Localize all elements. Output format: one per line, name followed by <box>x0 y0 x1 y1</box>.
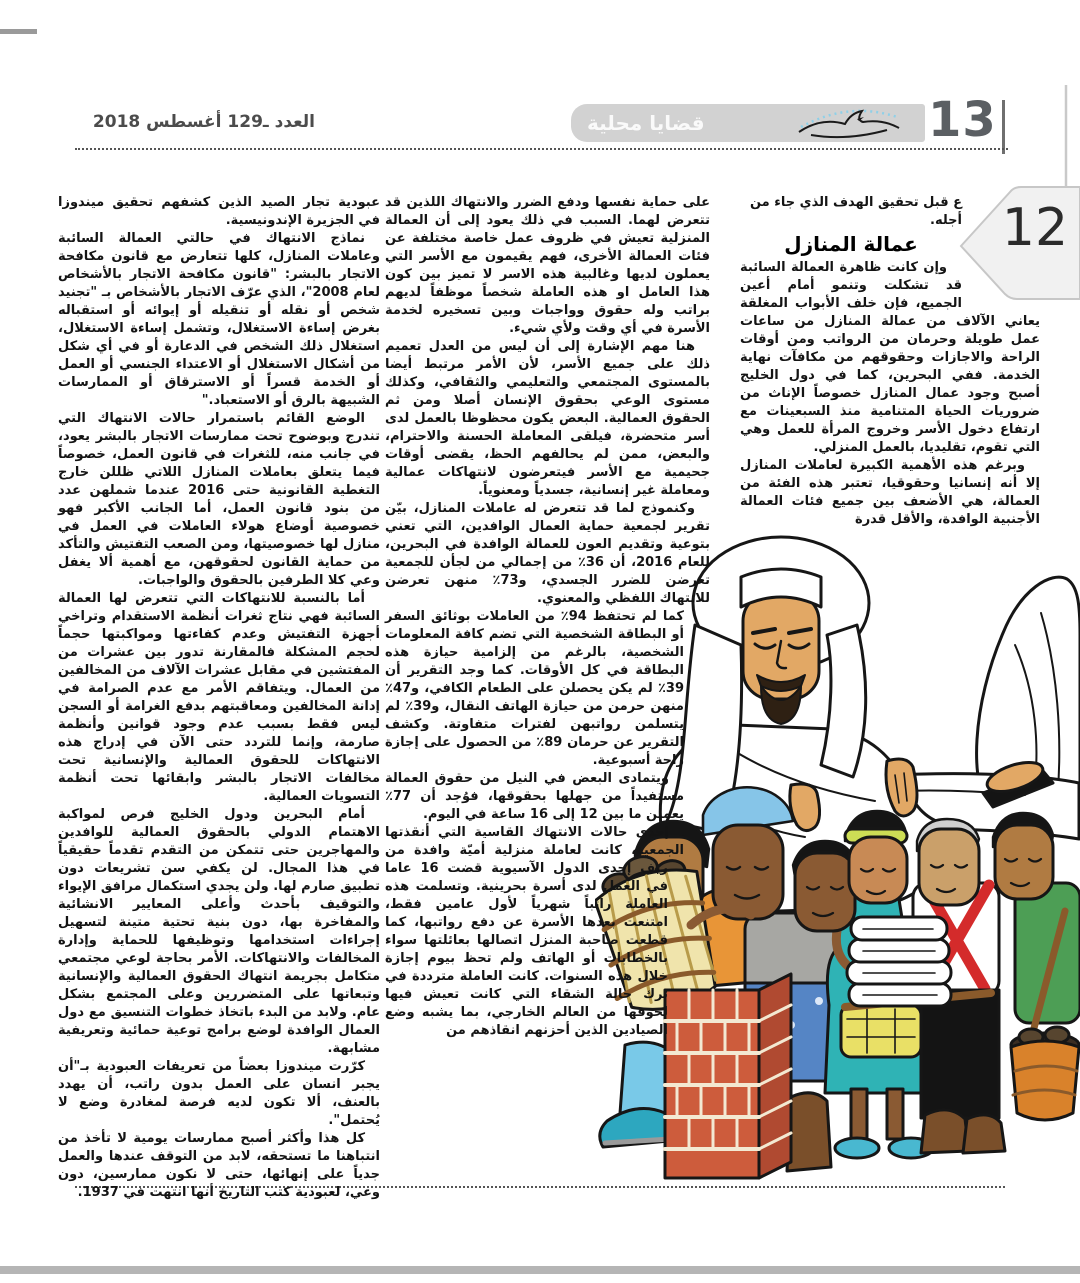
continued-line: ع قبل تحقيق الهدف الذي جاء من أجله. <box>749 195 962 228</box>
paragraph: ويتمادى البعض في النيل من حقوق العمالة مستفيداً من جهلها بحقوقها، فوُجد أن 77٪ يعملن ما بين 12 إلى 16 ساعة في اليوم. <box>385 771 684 822</box>
section-band <box>571 104 925 142</box>
paragraph: هنا مهم الإشارة إلى أن ليس من العدل تعميم ذلك على جميع الأسر، لأن الأمر مرتبط أيضا بالمستوى المجتمعي والتعليمي والثقافي، وكذلك مستوى الوعي بحقوق الإنسان أصلا ومن ثم الحقوق العمالية. البعض يكون محظوظا بالعمل لدى أسر متحضرة، فيلقى المعاملة الحسنة والاحترام، والبعض، ممن لم يحالفهم الحظ، يقضى أوقات جحيمية مع الأسر فيتعرضون لانتهاكات عمالية ومعاملة غير إنسانية، جسدياً ومعنوياً. <box>385 339 710 498</box>
paragraph: كما لم تحتفظ 94٪ من العاملات بوثائق السفر أو البطاقة الشخصية التي تضم كافة المعلومات الشخصية، بالرغم من إلزامية حيازة هذه البطاقة في كل الأوقات. كما وجد التقرير أن 39٪ لم يكن يحصلن على الطعام الكافي، و47٪ منهن حرمن من حيازة الهاتف النقال، و39٪ لم يتسلمن رواتبهن لفترات متفاوتة. وكشف التقرير عن حرمان 89٪ من الحصول على إجازة راحة أسبوعية. <box>385 609 684 768</box>
page-bottom-band <box>0 1266 1080 1274</box>
paragraph: وإن كانت ظاهرة العمالة السائبة قد تشكلت وتنمو أمام أعين الجميع، فإن خلف الأبواب المغلقة يعاني الآلاف من عمالة المنازل من ساعات عمل طويلة وحرمان من الرواتب ومن أوقات الراحة والاجازات وحقوقهم من مكافآت نهاية الخدمة. ففي البحرين، كما في دول الخليج أصبح وجود عمال المنازل خصوصاً الإناث من ضروريات الحياة المتنامية منذ السبعينات مع ارتفاع دخول الأسر وخروج المرأة للعمل وهي التي تقوم، تقليديا، بالعمل المنزلي. <box>740 260 1040 455</box>
paragraph: وبرغم هذه الأهمية الكبيرة لعاملات المنازل إلا أنه إنسانيا وحقوقيا، تعتبر هذه الفئة من العمالة، هي الأضعف بين جميع فئات العمالة الأجنبية الوافدة، والأقل قدرة <box>740 458 1040 527</box>
paragraph: أما بالنسبة للانتهاكات التي تتعرض لها العمالة السائبة فهي نتاج ثغرات أنظمة الاستقدام وتراخي أجهزة التفتيش وعدم كفاءتها ومواكبتها حجماً لحجم المشكلة فالمقارنة تدور بين عشرات من المفتشين في مقابل عشرات الآلاف من المخالفين من العمال. ويتفاقم الأمر مع عدم الصرامة في إدانة المخالفين ومعاقبتهم بدفع الغرامة أو السجن ليس فقط بسبب عدم وجود قوانين وأنظمة صارمة، وإنما للتردد حتى الآن في إدراج هذه الانتهاكات للحقوق العمالية والإنسانية تحت مخالفات الاتجار بالبشر وابقائها تحت أنظمة التسويات العمالية. <box>58 591 380 804</box>
bird-logo-icon <box>791 105 911 141</box>
section-heading: عمالة المنازل <box>784 232 918 256</box>
illustration-wrap-spacer <box>668 868 710 1038</box>
page-number: 13 <box>928 92 997 148</box>
paragraph: الوضع القائم باستمرار حالات الانتهاك التي تندرج وبوضوح تحت ممارسات الاتجار بالبشر يعود، في جانب منه، للثغرات في قانون العمل، خصوصاً فيما يتعلق بعاملات المنازل اللاتي ظللن خارج التغطية القانونية حتى 2016 عندما شملهن عدد من بنود قانون العمل، أما الجانب الأكبر فهو خصوصية أوضاع هولاء العاملات في العمل في منازل لها خصوصيتها، ومن الصعب التفتيش والتأكد من حماية القانون لحقوقهن، مع أهمية ألا يغفل وعي كلا الطرفين بالحقوق والواجبات. <box>58 411 380 588</box>
paragraph: إحدى حالات الانتهاك القاسية التي أنقذتها الجمعية، كانت لعاملة منزلية أميّة وافدة من ريف إحدى الدول الآسيوية قضت 16 عاما في العمل لدى أسرة بحرينية. وتسلمت هذه العاملة راتباً شهرياً لأول عامين فقط، امتنعت بعدها الأسرة عن دفع رواتبها، كما قطعت صاحبة المنزل اتصالها بعائلتها سواء بالخطابات أو الهاتف ولم تحظ بيوم إجازة خلال هذه السنوات. كانت العاملة مترددة في ترك حالة الشقاء التي كانت تعيش فيها لخوفها من العالم الخارجي، بما يشبه وضع الصيادين الذين أحزنهم انقاذهم من <box>385 825 684 1038</box>
header-divider <box>75 148 1008 150</box>
paragraph: كرّرت ميندوزا بعضاً من تعريفات العبودية بـ"أن يجبر انسان على العمل بدون راتب، أن يهدد بالعنف، ألا تكون لديه فرصة لمغادرة وضع لا يُحتمل". <box>58 1059 380 1128</box>
issue-date: العدد ـ129 أغسطس 2018 <box>92 112 315 132</box>
column-left <box>58 194 380 1202</box>
paragraph: أمام البحرين ودول الخليج فرص لمواكبة الاهتمام الدولي بالحقوق العمالية للوافدين والمهاجرين حتى تتمكن من التقدم تقدماً حقيقياً في هذا المجال. لن يكفي سن تشريعات دون تطبيق صارم لها. ولن يجدي استكمال مرافق الإيواء والتوقيف بأحدث وأعلى المعايير الانشائية والمفاخرة بها، دون بنية تحتية متينة لتسهيل إجراءات استخدامها وتوظيفها للحماية وإدارة المخالفات والانتهاكات. الأمر بحاجة لوعي مجتمعي متكامل بجريمة انتهاك الحقوق العمالية والإنسانية وتبعاتها على المتضررين وعلى المجتمع بشكل عام. ولابد من البدء باتخاذ خطوات التنسيق مع دول العمال الوافدة لوضع برامج توعية حمائية وتعريفية مشابهة. <box>58 807 380 1056</box>
illustration-wrap-spacer <box>684 608 710 868</box>
paragraph: على حماية نفسها ودفع الضرر والانتهاك اللذين قد تتعرض لهما. السبب في ذلك يعود إلى أن العمالة المنزلية تعيش في ظروف عمل خاصة مختلفة عن فئات العمالة الأخرى، فهم يقيمون مع الأسر التي يعملون لديها وغالبية هذه الاسر لا تميز بين كون هذا العامل او هذه العاملة شخصاً موظفاً لديهم براتب وله حقوق وواجبات وبين تسخيره لخدمة الأسرة في أي وقت ولأي شيء. <box>385 195 710 336</box>
scan-edge-mark <box>0 29 37 34</box>
continued-page-number: 12 <box>1001 198 1069 258</box>
paragraph: وكنموذج لما قد تتعرض له عاملات المنازل، بيّن تقرير لجمعية حماية العمال الوافدين، التي تعني بتوعية وتقديم العون للعمالة الوافدة في البحرين، للعام 2016، أن 36٪ من إجمالي من لجأن للجمعية تعرضن للضرر الجسدي، و73٪ منهن تعرضن للانتهاك اللفظي والمعنوي. <box>385 501 710 606</box>
paragraph: كل هذا وأكثر أصبح ممارسات يومية لا تأخذ من انتباهنا ما تستحقه، لابد من التوقف عندها والعمل جدياً على إنهائها، حتى لا نكون ممارسين، دون وعي، لعبودية كتب التاريخ أنها انتهت في 1937. <box>58 1131 380 1200</box>
paragraph: عبودية تجار الصيد الذين كشفهم تحقيق ميندوزا في الجزيرة الإندونيسية. <box>58 195 380 228</box>
column-middle <box>385 194 710 1188</box>
continued-page-tag <box>955 85 1080 305</box>
illustration-wrap-spacer <box>692 1038 710 1188</box>
paragraph: نماذج الانتهاك في حالتي العمالة السائبة وعاملات المنازل، كلها تتعارض مع قانون مكافحة الاتجار بالبشر: "قانون مكافحة الاتجار بالأشخاص لعام 2008"، الذي عرّف الاتجار بالأشخاص بـ "تجنيد شخص أو نقله أو تنقيله أو إيوائه أو استقباله بغرض إساءة الاستغلال، وتشمل إساءة الاستغلال، استغلال ذلك الشخص في الدعارة أو في أي شكل من أشكال الاستغلال أو الاعتداء الجنسي أو العمل أو الخدمة قسراً أو الاسترقاق أو الممارسات الشبيهة بالرق أو الاستعباد." <box>58 231 381 408</box>
section-label: قضايا محلية <box>587 111 705 135</box>
